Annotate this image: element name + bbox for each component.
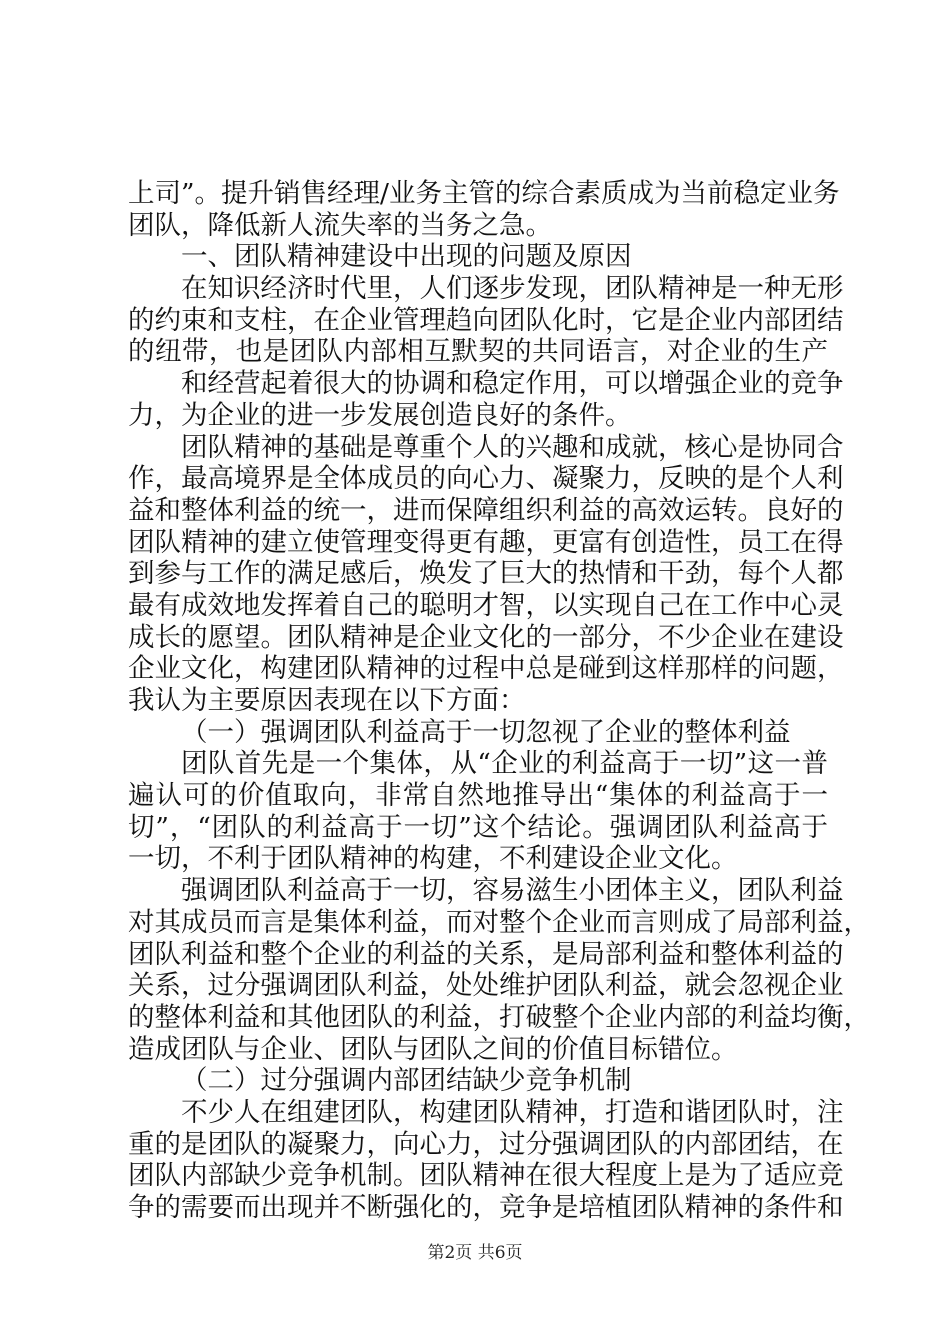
text-line: 作，最高境界是全体成员的向心力、凝聚力，反映的是个人利 [128, 463, 844, 495]
text-line: 的约束和支柱，在企业管理趋向团队化时，它是企业内部团结 [128, 304, 844, 336]
text-line: 的整体利益和其他团队的利益，打破整个企业内部的利益均衡， [128, 1001, 870, 1033]
text-line: 重的是团队的凝聚力，向心力，过分强调团队的内部团结，在 [128, 1128, 844, 1160]
text-line: 切”，“团队的利益高于一切”这个结论。强调团队利益高于 [128, 811, 828, 843]
text-line: 争的需要而出现并不断强化的，竞争是培植团队精神的条件和 [128, 1192, 844, 1223]
text-line: 团队利益和整个企业的利益的关系，是局部利益和整体利益的 [128, 938, 844, 970]
text-line: 强调团队利益高于一切，容易滋生小团体主义，团队利益 [181, 875, 844, 907]
text-line: 不少人在组建团队，构建团队精神，打造和谐团队时，注 [181, 1096, 844, 1128]
text-line: 团队首先是一个集体，从“企业的利益高于一切”这一普 [181, 748, 828, 780]
text-line: 企业文化，构建团队精神的过程中总是碰到这样那样的问题， [128, 653, 844, 685]
text-line: 和经营起着很大的协调和稳定作用，可以增强企业的竞争 [181, 368, 844, 400]
text-line: 成长的愿望。团队精神是企业文化的一部分，不少企业在建设 [128, 621, 844, 653]
text-line: 团队精神的基础是尊重个人的兴趣和成就，核心是协同合 [181, 431, 844, 463]
text-line: 到参与工作的满足感后，焕发了巨大的热情和干劲，每个人都 [128, 558, 844, 590]
page-number-footer: 第2页 共6页 [427, 1243, 523, 1263]
text-line: 团队精神的建立使管理变得更有趣，更富有创造性，员工在得 [128, 526, 844, 558]
text-line: 团队，降低新人流失率的当务之急。 [128, 209, 552, 241]
subsection-heading: （二）过分强调内部团结缺少竞争机制 [181, 1065, 632, 1097]
text-line: 益和整体利益的统一，进而保障组织利益的高效运转。良好的 [128, 494, 844, 526]
text-line: 遍认可的价值取向，非常自然地推导出“集体的利益高于一 [128, 780, 828, 812]
text-line: 力，为企业的进一步发展创造良好的条件。 [128, 399, 632, 431]
text-line: 上司”。提升销售经理/业务主管的综合素质成为当前稳定业务 [128, 178, 840, 209]
text-line: 对其成员而言是集体利益，而对整个企业而言则成了局部利益， [128, 906, 870, 938]
section-heading: 一、团队精神建设中出现的问题及原因 [181, 241, 632, 273]
document-body [128, 178, 870, 1224]
text-line: 最有成效地发挥着自己的聪明才智，以实现自己在工作中心灵 [128, 589, 844, 621]
text-line: 一切，不利于团队精神的构建，不利建设企业文化。 [128, 843, 738, 875]
text-line: 团队内部缺少竞争机制。团队精神在很大程度上是为了适应竞 [128, 1160, 844, 1192]
text-line: 关系，过分强调团队利益，处处维护团队利益，就会忽视企业 [128, 970, 844, 1002]
text-line: 造成团队与企业、团队与团队之间的价值目标错位。 [128, 1033, 738, 1065]
subsection-heading: （一）强调团队利益高于一切忽视了企业的整体利益 [181, 716, 791, 748]
text-line: 在知识经济时代里，人们逐步发现，团队精神是一种无形 [181, 273, 844, 305]
text-line: 我认为主要原因表现在以下方面： [128, 685, 526, 716]
text-line: 的纽带，也是团队内部相互默契的共同语言，对企业的生产 [128, 336, 828, 368]
